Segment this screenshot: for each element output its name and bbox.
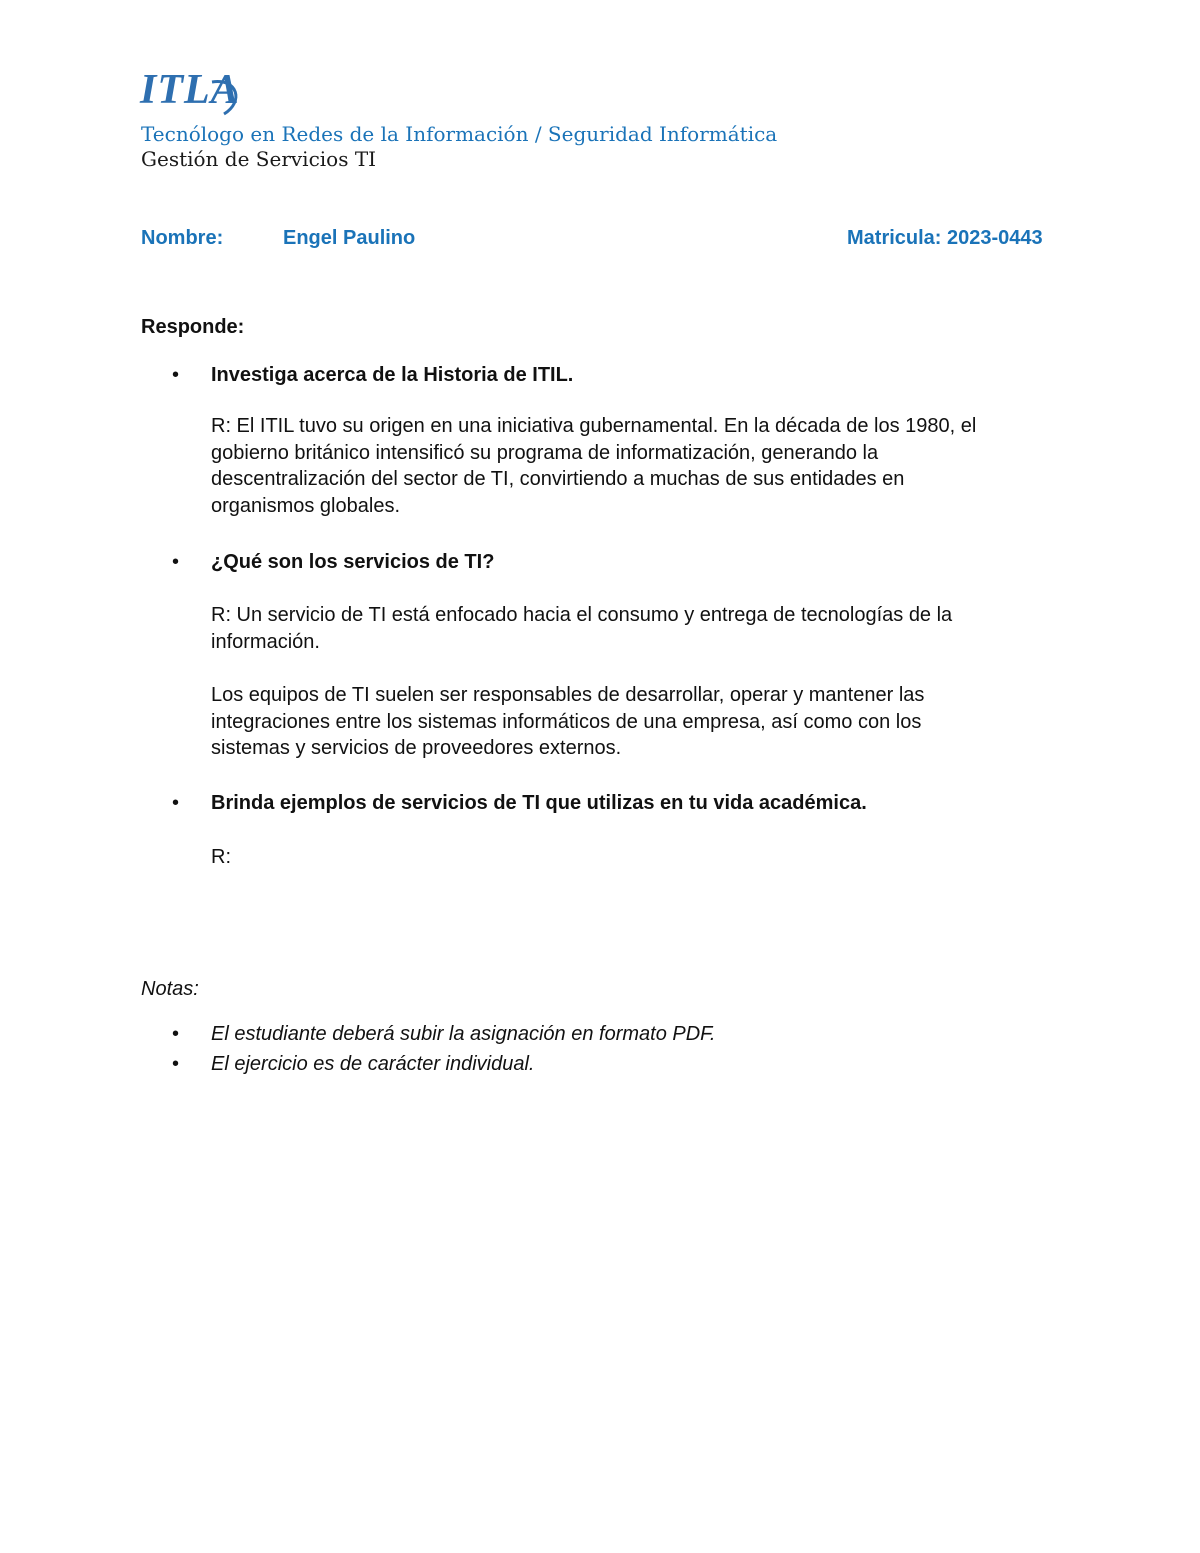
question-1: Investiga acerca de la Historia de ITIL. xyxy=(211,364,574,386)
answer-line: R: El ITIL tuvo su origen en una iniciativa gubernamental. En la década de los 1980, el xyxy=(211,415,977,437)
answer-line: organismos globales. xyxy=(211,494,400,517)
answer-2 xyxy=(211,602,1071,655)
answer-line: gobierno británico intensificó su programa de informatización, generando la xyxy=(211,441,879,464)
answer-1 xyxy=(211,413,1071,519)
answer-line: Los equipos de TI suelen ser responsables de desarrollar, operar y mantener las xyxy=(211,684,925,706)
question-2: ¿Qué son los servicios de TI? xyxy=(211,551,495,573)
notes-heading: Notas: xyxy=(141,978,199,1000)
program-title: Tecnólogo en Redes de la Información / Seguridad Informática xyxy=(141,122,778,146)
matricula-value: 2023-0443 xyxy=(947,227,1043,249)
logo-swoosh-icon xyxy=(140,66,250,118)
responde-heading: Responde: xyxy=(141,316,245,338)
answer-line: R: Un servicio de TI está enfocado hacia el consumo y entrega de tecnologías de la xyxy=(211,604,953,626)
bullet-icon: • xyxy=(172,1053,180,1075)
logo-text: ITLA xyxy=(140,67,240,113)
answer-line: sistemas y servicios de proveedores externos. xyxy=(211,737,622,759)
itla-logo xyxy=(140,66,250,118)
matricula-label: Matricula: xyxy=(847,227,942,249)
answer-line: R: xyxy=(211,846,231,868)
note-item: El ejercicio es de carácter individual. xyxy=(211,1053,535,1075)
matricula xyxy=(847,225,1043,251)
answer-line: información. xyxy=(211,630,320,653)
bullet-icon: • xyxy=(172,551,180,573)
note-item: El estudiante deberá subir la asignación en formato PDF. xyxy=(211,1023,716,1045)
bullet-icon: • xyxy=(172,792,180,814)
answer-2-paragraph-2 xyxy=(211,682,1071,762)
answer-3 xyxy=(211,844,1071,871)
answer-line: descentralización del sector de TI, convirtiendo a muchas de sus entidades en xyxy=(211,468,905,490)
name-value: Engel Paulino xyxy=(283,227,416,249)
answer-line: integraciones entre los sistemas informáticos de una empresa, así como con los xyxy=(211,710,922,733)
name-label: Nombre: xyxy=(141,227,224,249)
bullet-icon: • xyxy=(172,1023,180,1045)
question-3: Brinda ejemplos de servicios de TI que utilizas en tu vida académica. xyxy=(211,792,867,814)
bullet-icon: • xyxy=(172,364,180,386)
course-title: Gestión de Servicios TI xyxy=(141,147,377,171)
